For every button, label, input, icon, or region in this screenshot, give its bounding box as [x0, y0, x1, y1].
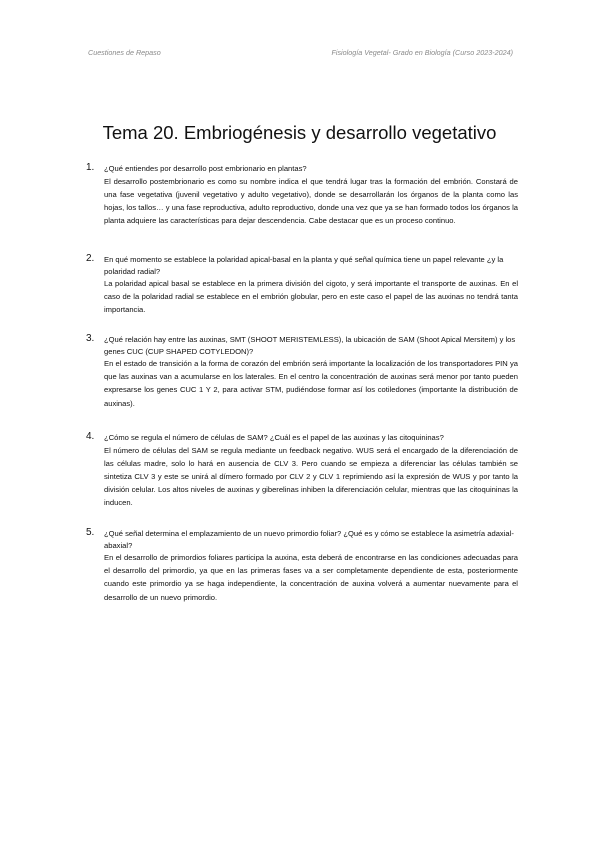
- question-text: ¿Cómo se regula el número de células de SAM? ¿Cuál es el papel de las auxinas y las citoquininas?: [104, 433, 444, 442]
- header-right-text: Fisiología Vegetal- Grado en Biología (Curso 2023-2024): [331, 48, 513, 57]
- question-number: 1.: [86, 162, 95, 173]
- question-text: En qué momento se establece la polaridad apical-basal en la planta y qué señal química tiene un papel relevante ¿y la polaridad radial?: [104, 255, 504, 276]
- question-number: 3.: [86, 333, 95, 344]
- question-item: [86, 254, 518, 317]
- question-text: ¿Qué entiendes por desarrollo post embrionario en plantas?: [104, 164, 307, 173]
- document-title: Tema 20. Embriogénesis y desarrollo vegetativo: [102, 122, 497, 143]
- header-left-text: Cuestiones de Repaso: [88, 48, 161, 57]
- question-number: 4.: [86, 431, 95, 442]
- page-header: [88, 48, 513, 57]
- question-item: [86, 334, 518, 410]
- question-number: 5.: [86, 527, 95, 538]
- question-number: 2.: [86, 253, 95, 264]
- answer-text: La polaridad apical basal se establece en la primera división del cigoto, y será importante el transporte de auxinas. En el caso de la polaridad radial se establece en el embrión globular, pero en este caso el papel de las auxinas no tendrá tanta importancia.: [104, 279, 518, 315]
- question-text: ¿Qué relación hay entre las auxinas, SMT (SHOOT MERISTEMLESS), la ubicación de SAM (Shoot Apical Mersitem) y los genes CUC (CUP SHAPED COTYLEDON)?: [104, 335, 516, 356]
- answer-text: En el desarrollo de primordios foliares participa la auxina, esta deberá de encontrarse en las condiciones adecuadas para el desarrollo del primordio, ya que en las primeras fases va a ser completamente dependiente de esta, posteriormente cuando este primordio ya se haga independiente, la concentración de auxina volverá a aumentar nuevamente para el desarrollo de un nuevo primordio.: [104, 553, 518, 602]
- answer-text: El desarrollo postembrionario es como su nombre indica el que tendrá lugar tras la formación del embrión. Constará de una fase vegetativa (juvenil vegetativo y adulto vegetativo), donde se desarrollarán los órganos de la planta como las hojas, los tallos… y una fase reproductiva, adulto reproductivo, donde una vez que ya se han formado todos los órganos la planta adquiere las características para dejar descendencia. Cabe destacar que es un proceso continuo.: [104, 176, 518, 226]
- question-text: ¿Qué señal determina el emplazamiento de un nuevo primordio foliar? ¿Qué es y cómo se establece la asimetría adaxial-abaxial?: [104, 529, 514, 550]
- answer-text: En el estado de transición a la forma de corazón del embrión será importante la localización de los transportadores PIN ya que las auxinas van a acumularse en los laterales. En el centro la concentración de auxinas será menor por tanto pueden expresarse los genes CUC 1 Y 2, para activar STM, pudiéndose formar así los cotiledones (importante la distribución de auxinas).: [104, 359, 518, 408]
- answer-text: El número de células del SAM se regula mediante un feedback negativo. WUS será el encargado de la diferenciación de las células madre, solo lo hará en ausencia de CLV 3. Pero cuando se empieza a diferenciar las células también se sintetiza CLV 3 y este se unirá al dímero formado por CLV 2 y CLV 1 reprimiendo así la expresión de WUS y por tanto la división celular. Los altos niveles de auxinas y giberelinas inhiben la diferenciación celular, mientras que las citoquininas la inducen.: [104, 445, 518, 508]
- question-item: [86, 528, 518, 604]
- question-item: [86, 432, 518, 510]
- question-item: [86, 163, 518, 227]
